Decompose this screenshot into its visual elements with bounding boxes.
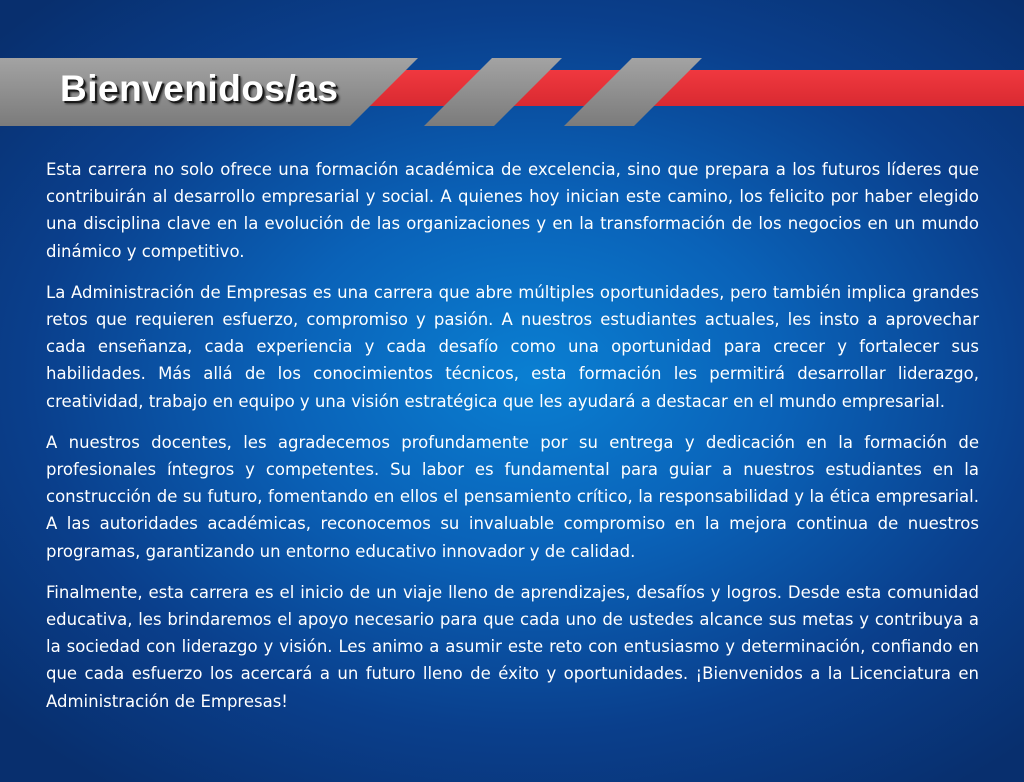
page-title: Bienvenidos/as	[60, 68, 339, 109]
header-banner	[0, 0, 1024, 140]
paragraph-3: A nuestros docentes, les agradecemos profundamente por su entrega y dedicación en la formación de profesionales íntegros y competentes. Su labor es fundamental para guiar a nuestros estudiantes en la construcción de su futuro, fomentando en ellos el pensamiento crítico, la responsabilidad y la ética empresarial. A las autoridades académicas, reconocemos su invaluable compromiso en la mejora continua de nuestros programas, garantizando un entorno educativo innovador y de calidad.	[46, 432, 979, 561]
red-band	[346, 70, 1024, 106]
paragraph-4: Finalmente, esta carrera es el inicio de un viaje lleno de aprendizajes, desafíos y logros. Desde esta comunidad educativa, les brindaremos el apoyo necesario para que cada uno de ustedes alcance sus metas y contribuya a la sociedad con liderazgo y visión. Les animo a asumir este reto con entusiasmo y determinación, confiando en que cada esfuerzo los acercará a un futuro lleno de éxito y oportunidades. ¡Bienvenidos a la Licenciatura en Administración de Empresas!	[46, 582, 979, 711]
body-text	[46, 156, 979, 729]
paragraph-1: Esta carrera no solo ofrece una formación académica de excelencia, sino que prepara a los futuros líderes que contribuirán al desarrollo empresarial y social. A quienes hoy inician este camino, los felicito por haber elegido una disciplina clave en la evolución de las organizaciones y en la transformación de los negocios en un mundo dinámico y competitivo.	[46, 160, 979, 261]
paragraph-2: La Administración de Empresas es una carrera que abre múltiples oportunidades, pero también implica grandes retos que requieren esfuerzo, compromiso y pasión. A nuestros estudiantes actuales, les insto a aprovechar cada enseñanza, cada experiencia y cada desafío como una oportunidad para crecer y fortalecer sus habilidades. Más allá de los conocimientos técnicos, esta formación les permitirá desarrollar liderazgo, creatividad, trabajo en equipo y una visión estratégica que les ayudará a destacar en el mundo empresarial.	[46, 282, 979, 411]
